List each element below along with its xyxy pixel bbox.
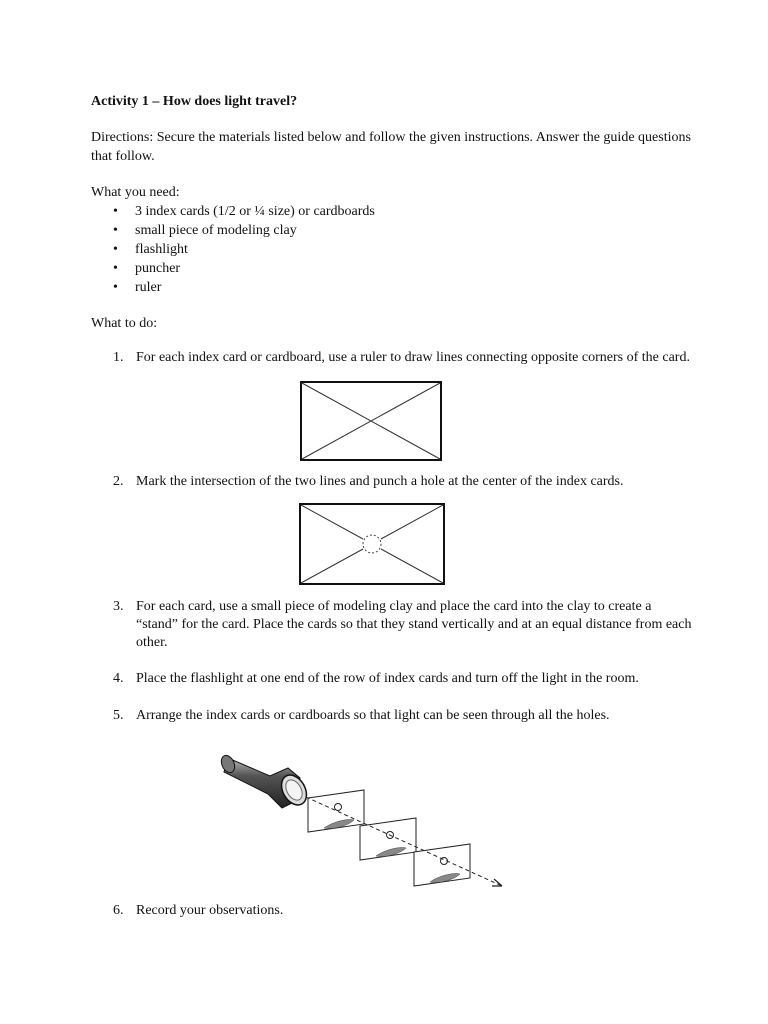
step-number: 3.: [113, 599, 124, 614]
card-diagonals-figure: [300, 381, 442, 461]
flashlight-icon: [220, 753, 312, 809]
bullet-icon: •: [113, 261, 118, 276]
material-item: • 3 index cards (1/2 or ¼ size) or cardboards: [113, 204, 375, 219]
step-text: Record your observations.: [136, 903, 284, 918]
step-3: [113, 598, 693, 652]
bullet-icon: •: [113, 280, 118, 295]
material-item: • flashlight: [113, 242, 188, 257]
materials-list: [113, 202, 375, 297]
step-text: Mark the intersection of the two lines and punch a hole at the center of the index cards.: [136, 474, 624, 489]
what-to-do-label: What to do:: [91, 316, 158, 331]
step-number: 5.: [113, 708, 124, 723]
step-5: [113, 707, 693, 725]
material-item: • puncher: [113, 261, 181, 276]
step-number: 1.: [113, 350, 124, 365]
step-text: Place the flashlight at one end of the row of index cards and turn off the light in the room.: [136, 671, 639, 686]
step-text: For each index card or cardboard, use a ruler to draw lines connecting opposite corners of the card.: [136, 350, 690, 365]
bullet-icon: •: [113, 242, 118, 257]
index-card-1: [308, 790, 364, 832]
step-number: 2.: [113, 474, 124, 489]
step-number: 6.: [113, 903, 124, 918]
index-card-2: [360, 818, 416, 860]
step-number: 4.: [113, 671, 124, 686]
step-2: [113, 473, 693, 491]
flashlight-cards-figure: [220, 742, 515, 894]
what-you-need-label: What you need:: [91, 185, 180, 200]
material-item: • ruler: [113, 280, 162, 295]
bullet-icon: •: [113, 223, 118, 238]
card-with-hole-figure: [299, 503, 445, 585]
material-item: • small piece of modeling clay: [113, 223, 297, 238]
step-6: [113, 902, 693, 920]
step-text: Arrange the index cards or cardboards so that light can be seen through all the holes.: [136, 708, 610, 723]
step-1: [113, 349, 693, 367]
step-text: For each card, use a small piece of modeling clay and place the card into the clay to create a “stand” for the card. Place the cards so that they stand vertically and at an equal distance from each other.: [136, 599, 692, 650]
activity-title: Activity 1 – How does light travel?: [91, 94, 298, 109]
bullet-icon: •: [113, 204, 118, 219]
directions-paragraph: Directions: Secure the materials listed below and follow the given instructions. Answer the guide questions that follow.: [91, 130, 691, 164]
step-4: [113, 670, 693, 688]
